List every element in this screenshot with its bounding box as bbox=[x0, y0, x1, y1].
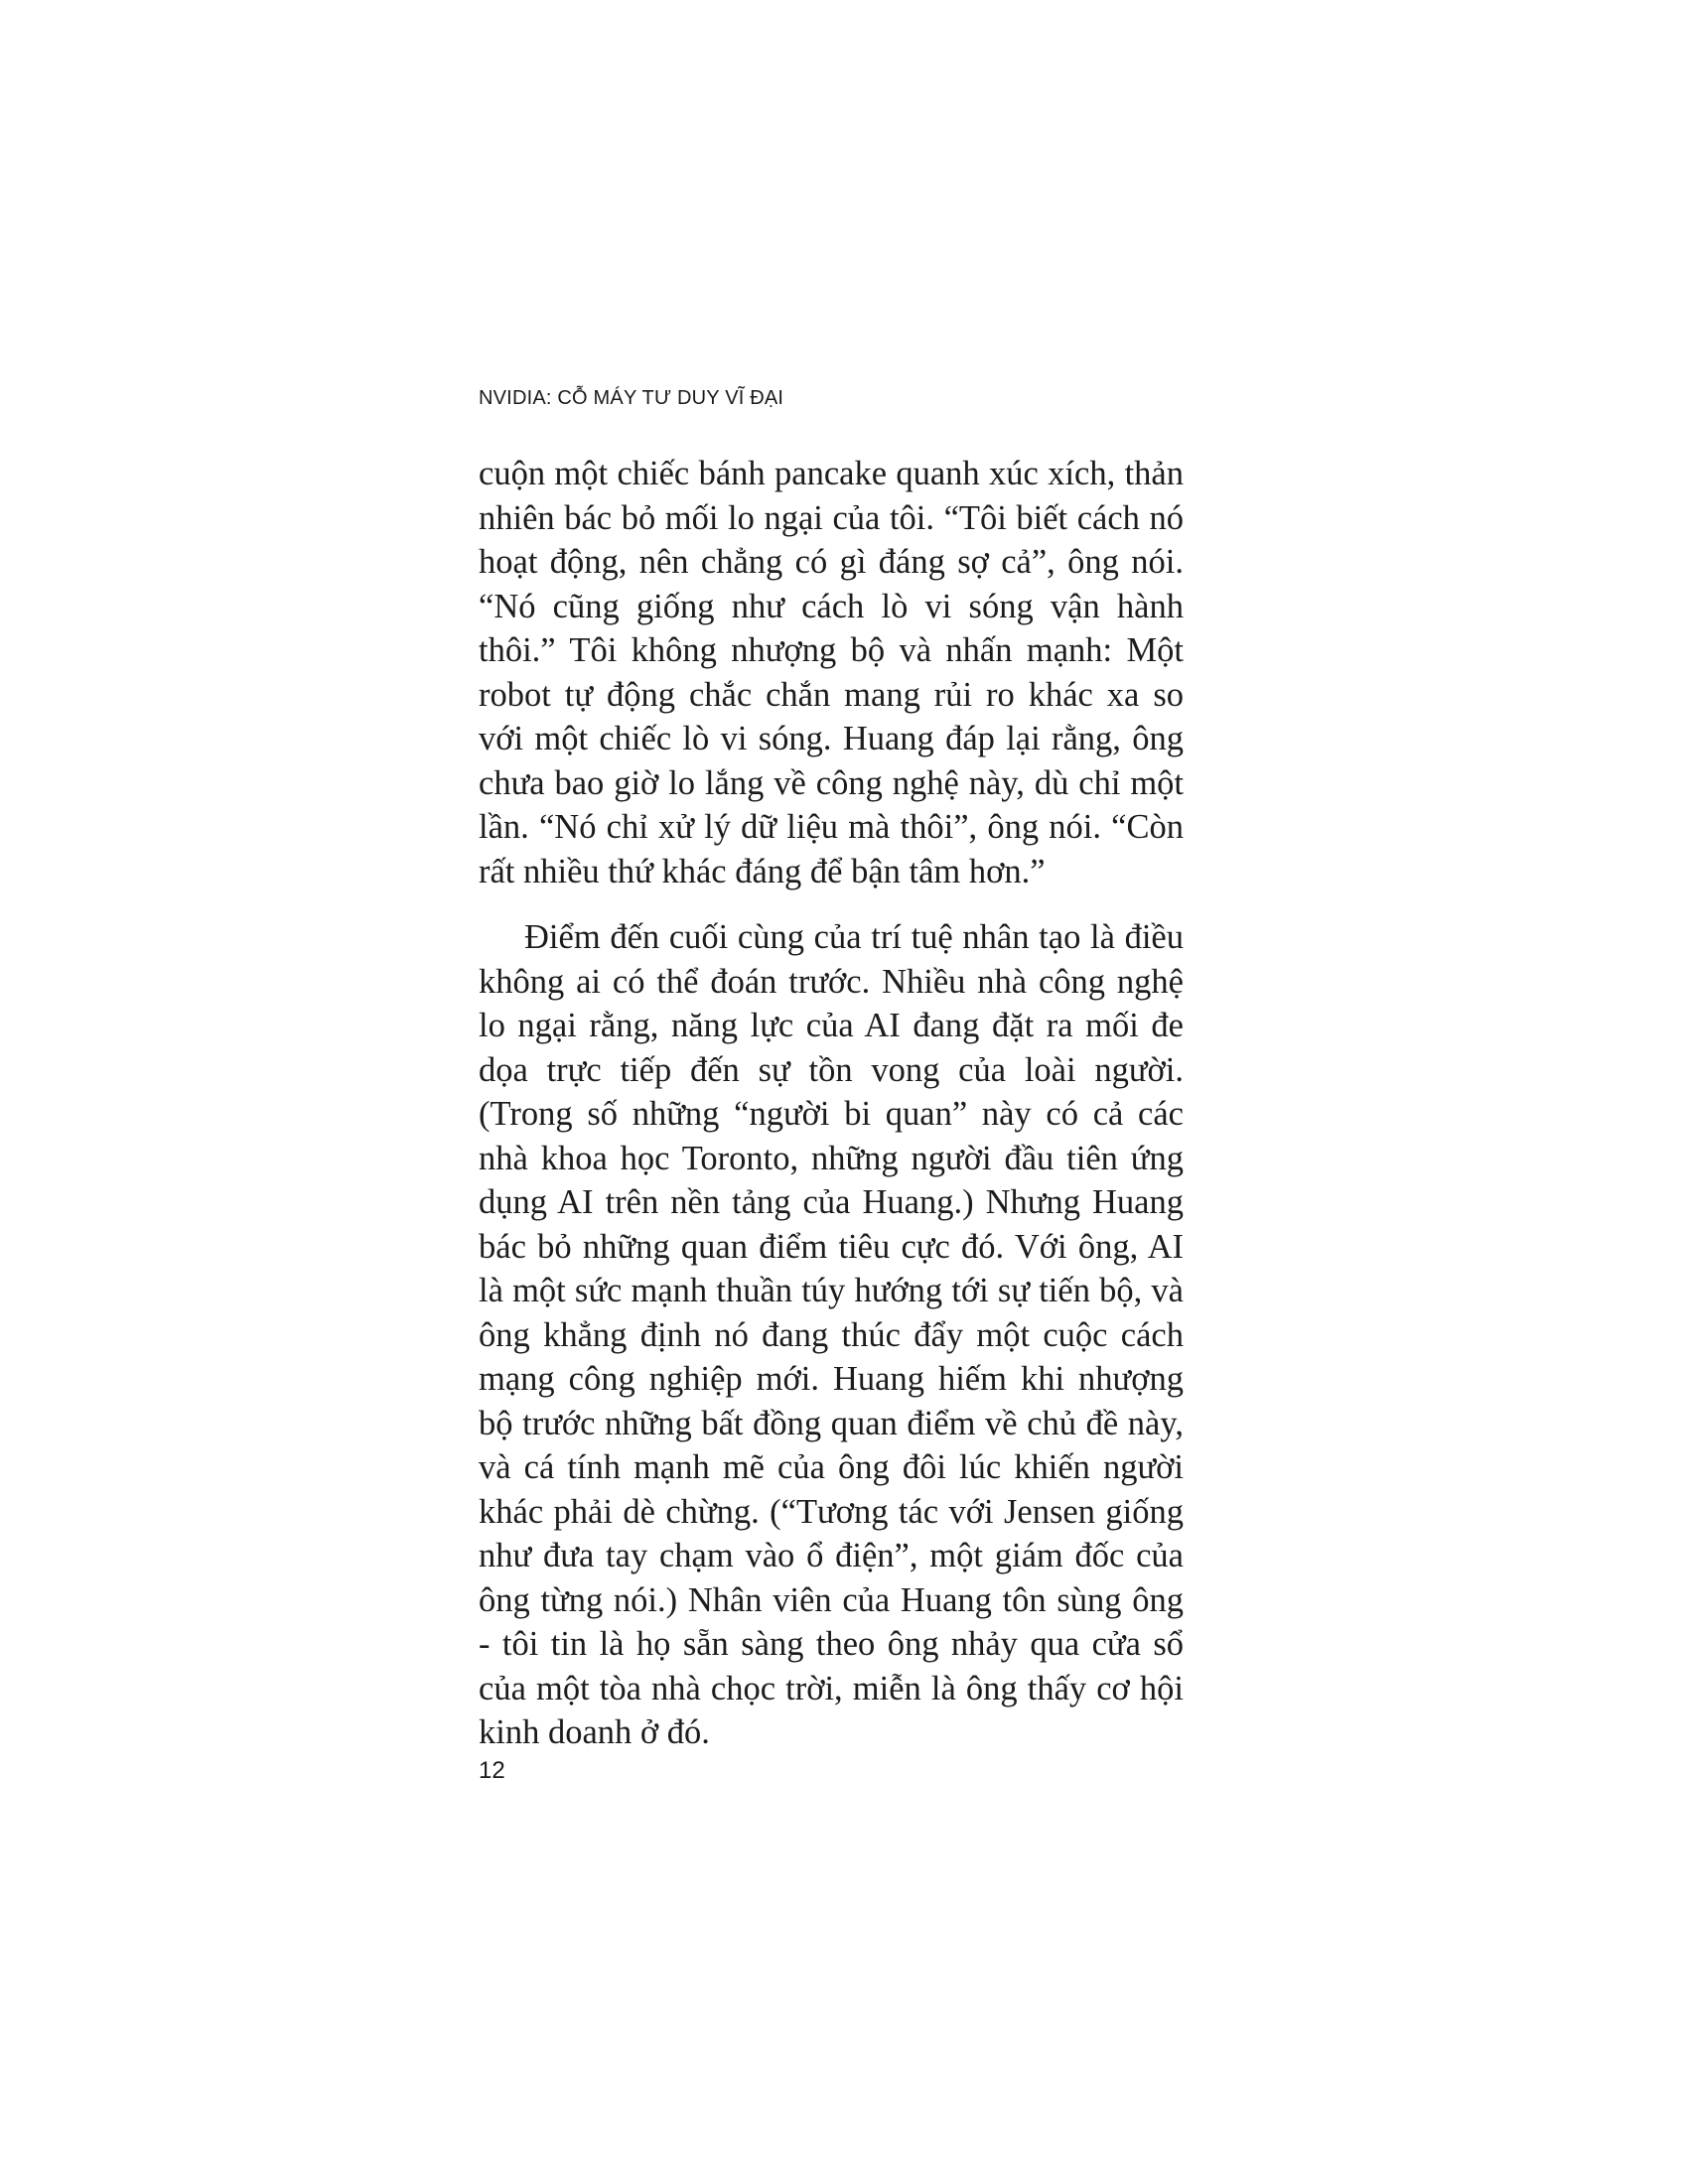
body-text bbox=[479, 452, 1184, 1755]
running-head: NVIDIA: CỖ MÁY TƯ DUY VĨ ĐẠI bbox=[479, 387, 784, 409]
paragraph: Điểm đến cuối cùng của trí tuệ nhân tạo là điều không ai có thể đoán trước. Nhiều nhà công nghệ lo ngại rằng, năng lực của AI đang đặt ra mối đe dọa trực tiếp đến sự tồn vong của loài người. (Trong số những “người bi quan” này có cả các nhà khoa học Toronto, những người đầu tiên ứng dụng AI trên nền tảng của Huang.) Nhưng Huang bác bỏ những quan điểm tiêu cực đó. Với ông, AI là một sức mạnh thuần túy hướng tới sự tiến bộ, và ông khẳng định nó đang thúc đẩy một cuộc cách mạng công nghiệp mới. Huang hiếm khi nhượng bộ trước những bất đồng quan điểm về chủ đề này, và cá tính mạnh mẽ của ông đôi lúc khiến người khác phải dè chừng. (“Tương tác với Jensen giống như đưa tay chạm vào ổ điện”, một giám đốc của ông từng nói.) Nhân viên của Huang tôn sùng ông - tôi tin là họ sẵn sàng theo ông nhảy qua cửa sổ của một tòa nhà chọc trời, miễn là ông thấy cơ hội kinh doanh ở đó. bbox=[479, 918, 1184, 1751]
paragraph: cuộn một chiếc bánh pancake quanh xúc xích, thản nhiên bác bỏ mối lo ngại của tôi. “Tôi biết cách nó hoạt động, nên chẳng có gì đáng sợ cả”, ông nói. “Nó cũng giống như cách lò vi sóng vận hành thôi.” Tôi không nhượng bộ và nhấn mạnh: Một robot tự động chắc chắn mang rủi ro khác xa so với một chiếc lò vi sóng. Huang đáp lại rằng, ông chưa bao giờ lo lắng về công nghệ này, dù chỉ một lần. “Nó chỉ xử lý dữ liệu mà thôi”, ông nói. “Còn rất nhiều thứ khác đáng để bận tâm hơn.” bbox=[479, 455, 1184, 890]
page-number: 12 bbox=[479, 1757, 505, 1784]
